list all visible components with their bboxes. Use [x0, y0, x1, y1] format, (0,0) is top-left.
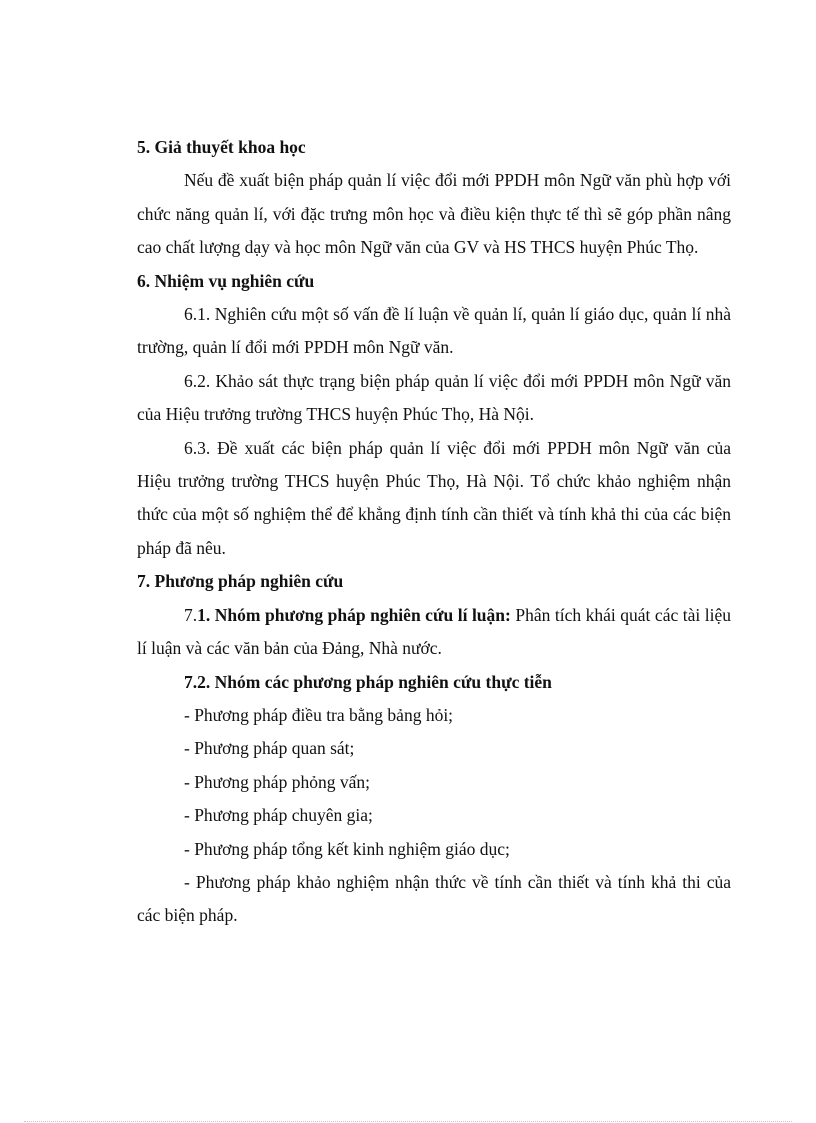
section-heading-tasks: 6. Nhiệm vụ nghiên cứu: [137, 270, 315, 291]
method-group-theory-prefix: 7.: [184, 604, 198, 625]
method-list-item: - Phương pháp điều tra bằng bảng hỏi;: [184, 704, 454, 725]
method-list-item: - Phương pháp quan sát;: [184, 738, 355, 759]
method-list-item: - Phương pháp tổng kết kinh nghiệm giáo dục;: [184, 838, 510, 859]
task-item-6-2: 6.2. Khảo sát thực trạng biện pháp quản lí việc đổi mới PPDH môn Ngữ văn của Hiệu trưởng trường THCS huyện Phúc Thọ, Hà Nội.: [137, 370, 731, 425]
task-item-6-3: 6.3. Đề xuất các biện pháp quản lí việc đổi mới PPDH môn Ngữ văn của Hiệu trưởng trường THCS huyện Phúc Thọ, Hà Nội. Tổ chức khảo nghiệm nhận thức của một số nghiệm thể để khẳng định tính cần thiết và tính khả thi của các biện pháp đã nêu.: [137, 437, 731, 558]
page-bottom-divider: [24, 1121, 792, 1122]
method-list-item: [137, 866, 731, 933]
method-list-item: - Phương pháp phỏng vấn;: [184, 771, 370, 792]
method-group-theory-text: Phân tích khái quát các tài liệu lí luận và các văn bản của Đảng, Nhà nước.: [137, 604, 731, 659]
method-list-item-text: - Phương pháp khảo nghiệm nhận thức về tính cần thiết và tính khả thi của các biện pháp.: [137, 871, 731, 926]
method-list-item: - Phương pháp chuyên gia;: [184, 805, 373, 826]
section-heading-hypothesis: 5. Giả thuyết khoa học: [137, 137, 306, 157]
method-group-theory-title: 1. Nhóm phương pháp nghiên cứu lí luận:: [197, 604, 511, 625]
hypothesis-paragraph: Nếu đề xuất biện pháp quản lí việc đổi mới PPDH môn Ngữ văn phù hợp với chức năng quản lí, với đặc trưng môn học và điều kiện thực tế thì sẽ góp phần nâng cao chất lượng dạy và học môn Ngữ văn của GV và HS THCS huyện Phúc Thọ.: [137, 170, 731, 258]
document-page: [137, 131, 731, 933]
section-heading-methods: 7. Phương pháp nghiên cứu: [137, 571, 344, 592]
method-group-practice-title: 7.2. Nhóm các phương pháp nghiên cứu thực tiễn: [184, 671, 552, 692]
method-group-theory: [137, 599, 731, 666]
task-item-6-1: 6.1. Nghiên cứu một số vấn đề lí luận về quản lí, quản lí giáo dục, quản lí nhà trường, quản lí đổi mới PPDH môn Ngữ văn.: [137, 304, 731, 358]
